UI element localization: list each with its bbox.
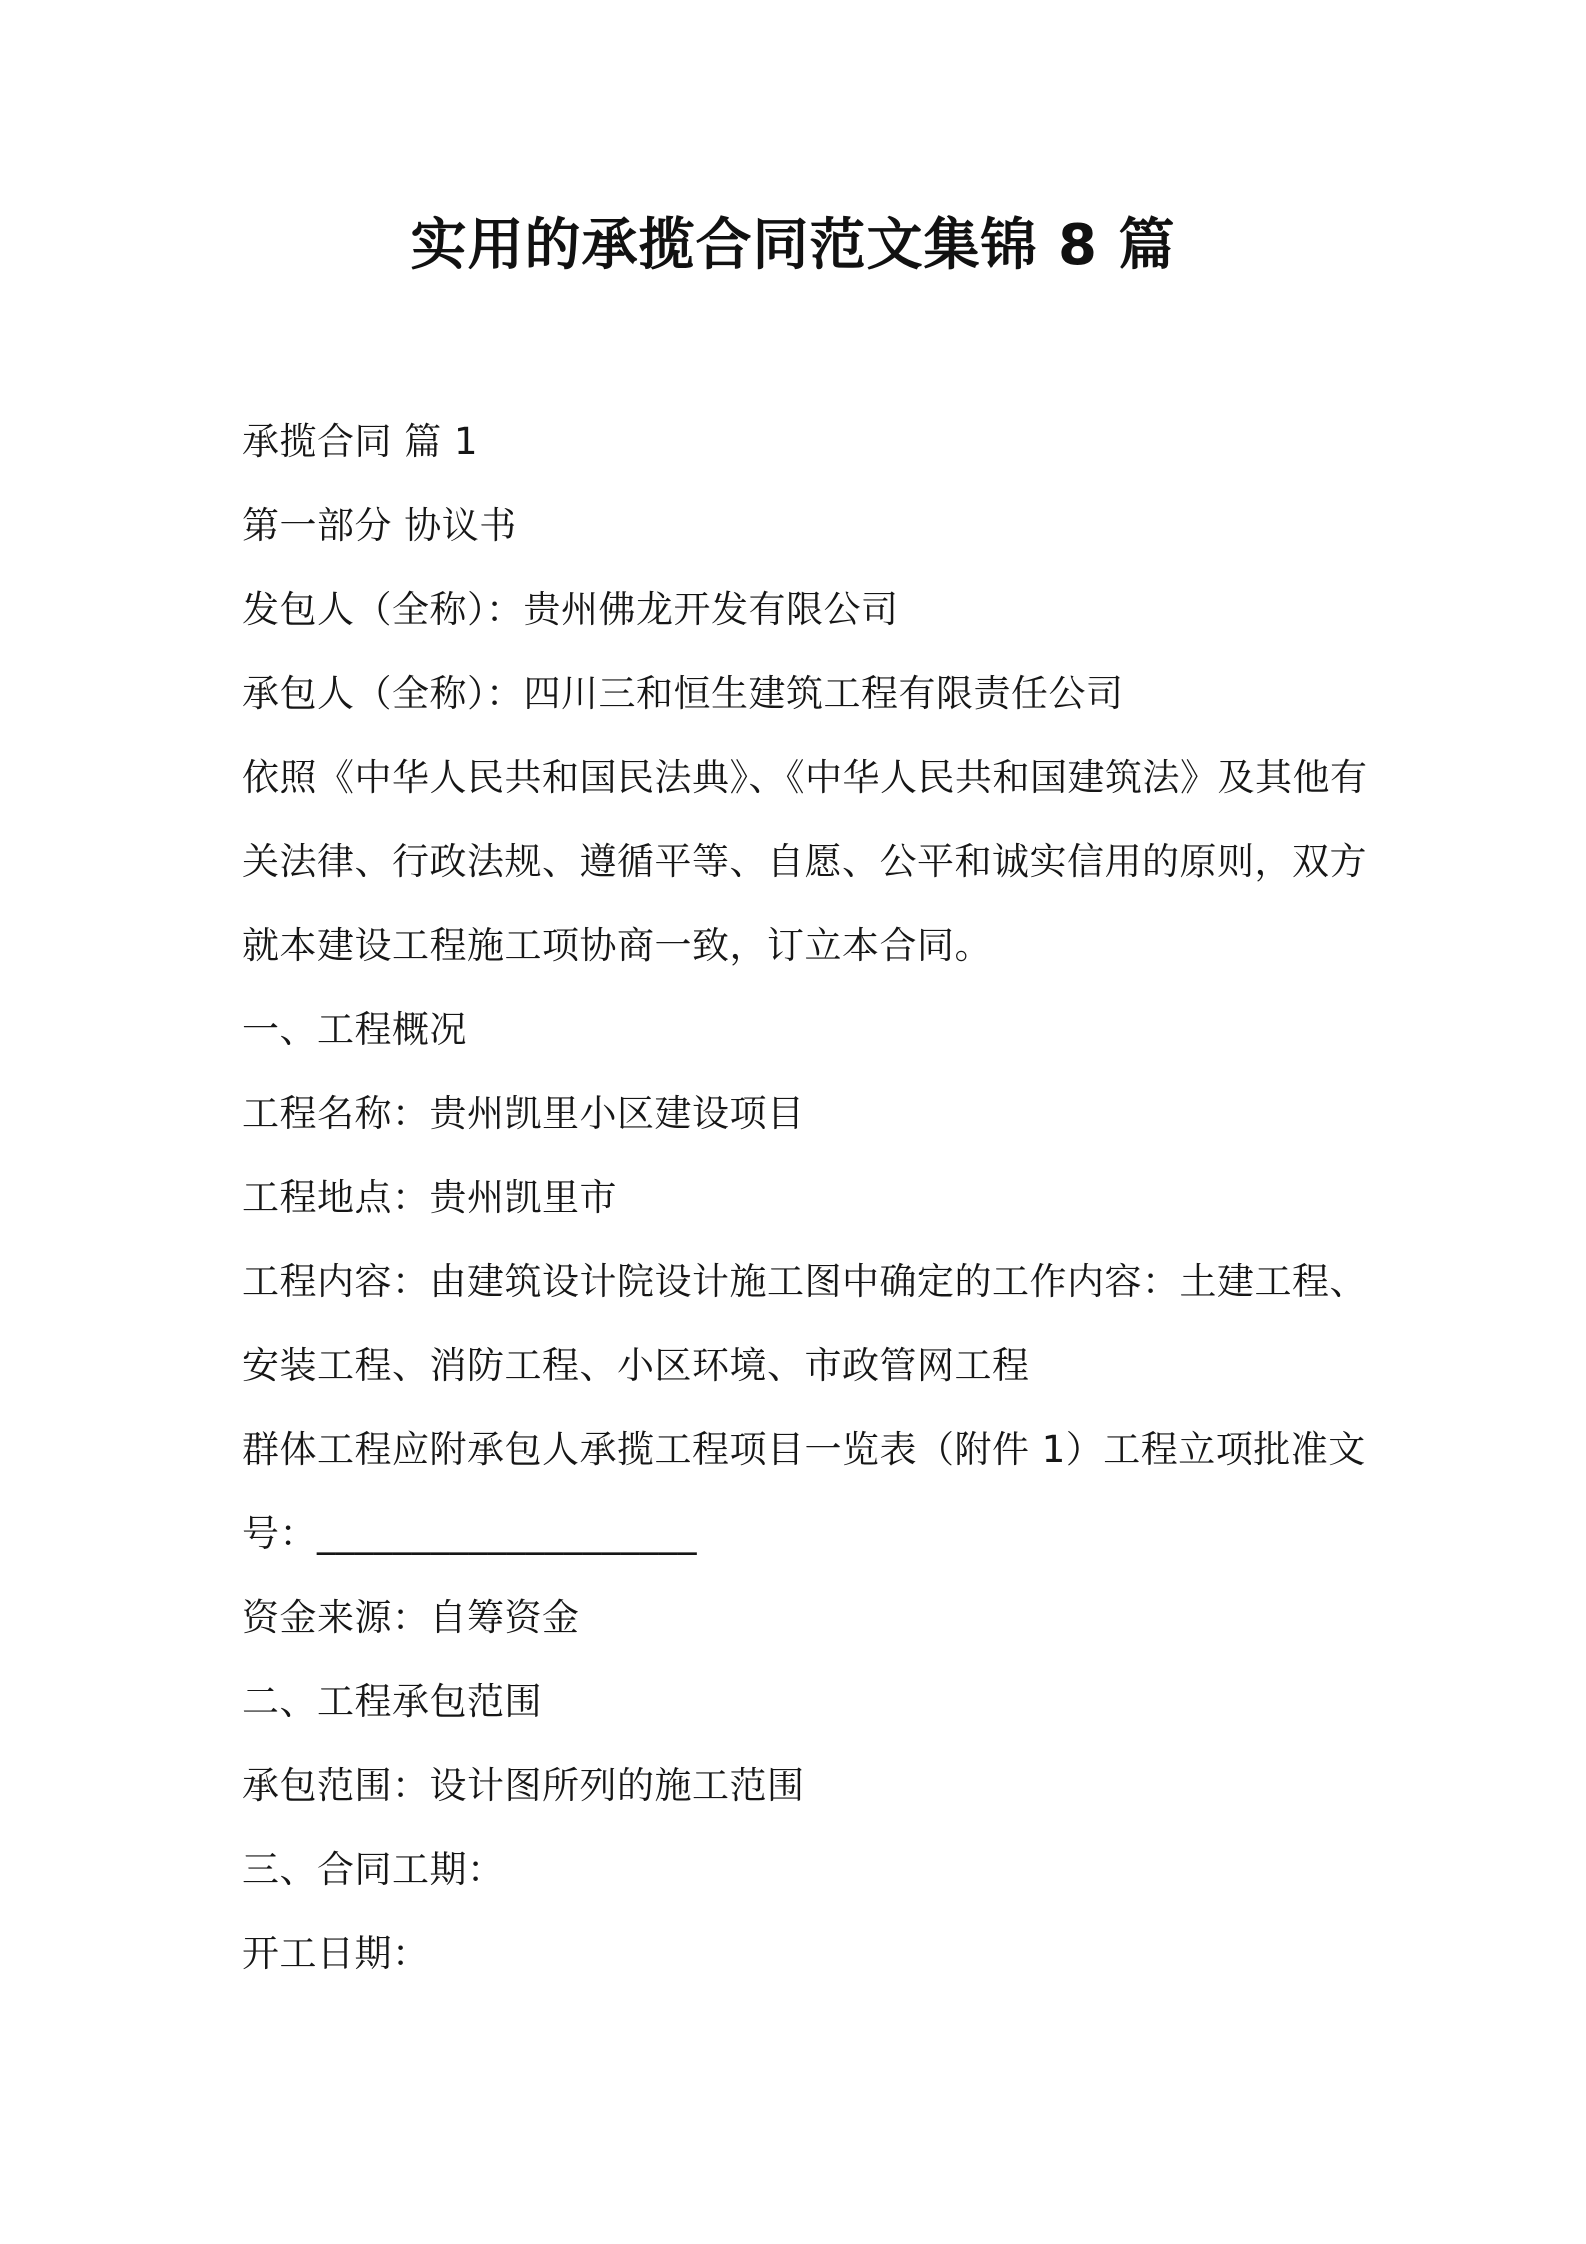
project-location-line: 工程地点：贵州凯里市 (242, 1176, 617, 1219)
group-project-line: 群体工程应附承包人承揽工程项目一览表（附件 1）工程立项批准文 (242, 1428, 1366, 1471)
start-date-line: 开工日期： (242, 1932, 430, 1975)
paragraph-line: 就本建设工程施工项协商一致，订立本合同。 (242, 924, 992, 967)
section-heading-agreement: 第一部分 协议书 (242, 504, 517, 547)
project-name-line: 工程名称：贵州凯里小区建设项目 (242, 1092, 805, 1135)
section-heading-scope: 二、工程承包范围 (242, 1680, 542, 1723)
paragraph-line: 关法律、行政法规、遵循平等、自愿、公平和诚实信用的原则，双方 (242, 840, 1367, 883)
paragraph-line: 依照《中华人民共和国民法典》、《中华人民共和国建筑法》及其他有 (242, 756, 1368, 799)
approval-number-line: 号：____________________ (242, 1512, 697, 1555)
document-title: 实用的承揽合同范文集锦 8 篇 (410, 213, 1176, 278)
document-body (242, 400, 1368, 1996)
section-heading-overview: 一、工程概况 (242, 1008, 467, 1051)
section-heading-part-1: 承揽合同 篇 1 (242, 420, 479, 463)
project-content-line: 安装工程、消防工程、小区环境、市政管网工程 (242, 1344, 1030, 1387)
funding-source-line: 资金来源：自筹资金 (242, 1596, 580, 1639)
scope-line: 承包范围：设计图所列的施工范围 (242, 1764, 805, 1807)
contractor-line: 承包人（全称）：四川三和恒生建筑工程有限责任公司 (242, 672, 1124, 715)
employer-line: 发包人（全称）：贵州佛龙开发有限公司 (242, 588, 899, 631)
section-heading-duration: 三、合同工期： (242, 1848, 505, 1891)
project-content-line: 工程内容：由建筑设计院设计施工图中确定的工作内容：土建工程、 (242, 1260, 1367, 1303)
